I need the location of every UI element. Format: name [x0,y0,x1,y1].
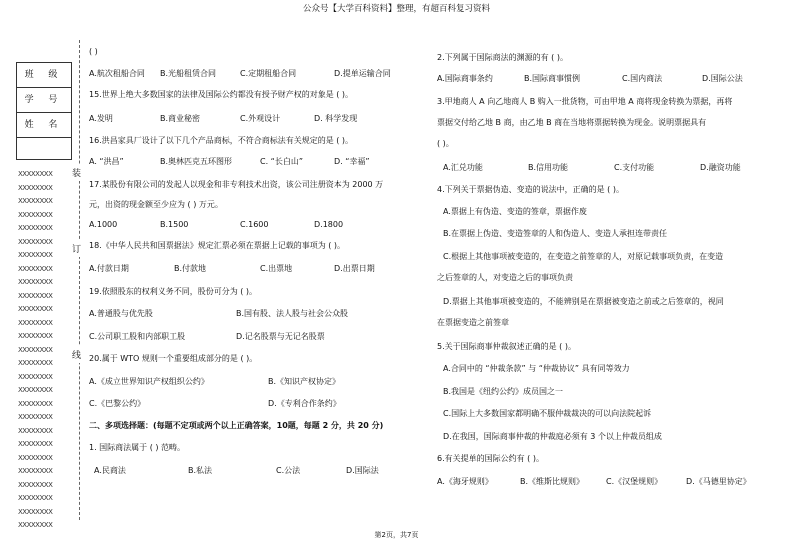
x-filler-row: XXXXXXXX [18,197,53,205]
x-filler-row: XXXXXXXX [18,224,53,232]
option-b: B.信用功能 [528,163,569,172]
x-filler-row: XXXXXXXX [18,264,53,273]
question-20: 20.属于 WTO 规则一个重要组成部分的是 ( )。 [89,354,258,363]
option-c: C.国内商法 [622,74,663,83]
question-15: 15.世界上绝大多数国家的法律及国际公约都没有授予财产权的对象是 ( )。 [89,90,354,99]
option-a: A.付款日期 [89,264,129,273]
paren-top: ( ) [89,47,98,56]
option-c: C.公司职工股和内部职工股 [89,332,186,341]
option-c: C.《巴黎公约》 [89,399,146,408]
option-d: D.《专利合作条约》 [268,399,341,408]
option-d: D.国际法 [346,466,379,475]
x-filler-row: XXXXXXXX [18,480,53,489]
x-filler-row: XXXXXXXX [18,399,53,408]
question-3-line3: ( )。 [437,139,454,148]
x-filler-row: XXXXXXXX [18,372,53,381]
option-c: C.国际上大多数国家都明确不服仲裁裁决的可以向法院起诉 [443,409,652,418]
option-a: A.民商法 [94,466,126,475]
question-18: 18.《中华人民共和国票据法》规定汇票必须在票据上记载的事项为 ( )。 [89,241,346,250]
x-filler-row: XXXXXXXX [18,521,53,529]
x-filler-column [18,168,72,533]
option-a: A.票据上有伪造、变造的签章，票据作废 [443,207,587,216]
option-d: D.在我国，国际商事仲裁的仲裁庭必须有 3 个以上仲裁员组成 [443,432,662,441]
question-4: 4.下列关于票据伪造、变造的说法中，正确的是 ( )。 [437,185,624,194]
class-label: 班 级 [17,63,71,88]
option-b: B.在票据上伪造、变造签章的人和伪造人、变造人承担连带责任 [443,229,668,238]
option-b: B.商业秘密 [160,114,201,123]
x-filler-row: XXXXXXXX [18,386,53,394]
option-d: D.国际公法 [702,74,743,83]
question-17-line1: 17.某股份有限公司的发起人以现金和非专利技术出资，该公司注册资本为 2000 万 [89,180,384,189]
option-b: B.付款地 [174,264,207,273]
question-2: 2.下列属于国际商法的渊源的有 ( )。 [437,53,568,62]
binding-char-zhuang: 装 [72,164,81,181]
x-filler-row: XXXXXXXX [18,305,53,313]
option-b: B.国有股、法人股与社会公众股 [236,309,349,318]
option-c-line1: C.根据上其他事项被变造的，在变造之前签章的人，对原记载事项负责，在变造 [443,252,724,261]
x-filler-row: XXXXXXXX [18,318,53,327]
option-c-line2: 之后签章的人，对变造之后的事项负责 [437,273,573,282]
multi-question-1: 1. 国际商法属于 ( ) 范畴。 [89,443,186,452]
x-filler-row: XXXXXXXX [18,278,53,286]
option-a: A.国际商事条约 [437,74,493,83]
question-19: 19.依照股东的权利义务不同，股份可分为 ( )。 [89,287,258,296]
x-filler-row: XXXXXXXX [18,359,53,367]
option-a: A.普通股与优先股 [89,309,153,318]
option-a: A.航次租船合同 [89,69,145,78]
x-filler-row: XXXXXXXX [18,507,53,516]
option-d: D.1800 [314,220,344,229]
x-filler-row: XXXXXXXX [18,210,53,219]
x-filler-row: XXXXXXXX [18,237,53,246]
option-b: B.《知识产权协定》 [268,377,341,386]
option-b: B.私法 [188,466,213,475]
question-5: 5.关于国际商事仲裁叙述正确的是 ( )。 [437,342,576,351]
binding-line [73,40,85,520]
option-b: B.奥林匹克五环图形 [160,157,233,166]
x-filler-row: XXXXXXXX [18,332,53,340]
option-c: C.1600 [240,220,269,229]
option-a: A.《成立世界知识产权组织公约》 [89,377,209,386]
page-header: 公众号【大学百科资料】整理，有超百科复习资料 [302,4,490,14]
question-6: 6.有关提单的国际公约有 ( )。 [437,454,544,463]
option-d: D.融资功能 [700,163,741,172]
option-b: B.《维斯比规则》 [520,477,585,486]
option-a: A.合同中的 “仲裁条款” 与 “仲裁协议” 具有同等效力 [443,364,630,373]
option-a: A.发明 [89,114,113,123]
option-d: D.出票日期 [334,264,375,273]
option-a: A.1000 [89,220,118,229]
name-label: 姓 名 [17,113,71,138]
option-b: B.光船租赁合同 [160,69,217,78]
binding-char-xian: 线 [72,346,81,363]
option-b: B.国际商事惯例 [524,74,581,83]
x-filler-row: XXXXXXXX [18,467,53,475]
x-filler-row: XXXXXXXX [18,170,53,178]
section-2-heading: 二、多项选择题：(每题不定项或两个以上正确答案，10题，每题 2 分，共 20 分) [89,421,384,430]
option-d: D. 科学发现 [314,114,358,123]
student-info-box [16,62,72,160]
option-c: C.外观设计 [240,114,281,123]
x-filler-row: XXXXXXXX [18,345,53,354]
x-filler-row: XXXXXXXX [18,251,53,259]
option-a: A.汇兑功能 [443,163,483,172]
student-id-label: 学 号 [17,88,71,113]
option-d: D.记名股票与无记名股票 [236,332,325,341]
option-c: C.《汉堡规则》 [606,477,663,486]
option-d: D.提单运输合同 [334,69,391,78]
x-filler-row: XXXXXXXX [18,426,53,435]
info-blank-cell [17,138,71,162]
option-a: A. “洪昌” [89,157,124,166]
option-d-line1: D.票据上其他事项被变造的，不能辨别是在票据被变造之前或之后签章的，视同 [443,297,724,306]
option-b: B.1500 [160,220,189,229]
binding-char-ding: 订 [72,240,81,257]
page-footer: 第2页，共7页 [374,531,419,539]
question-3-line2: 票据交付给乙地 B 商，由乙地 B 商在当地将票据转换为现金。说明票据具有 [437,118,707,127]
option-c: C. “长白山” [260,157,303,166]
option-c: C.支付功能 [614,163,655,172]
x-filler-row: XXXXXXXX [18,453,53,462]
x-filler-row: XXXXXXXX [18,413,53,421]
option-d-line2: 在票据变造之前签章 [437,318,509,327]
x-filler-row: XXXXXXXX [18,183,53,192]
question-16: 16.洪昌家具厂设计了以下几个产品商标，不符合商标法有关规定的是 ( )。 [89,136,354,145]
x-filler-row: XXXXXXXX [18,494,53,502]
option-c: C.出票地 [260,264,293,273]
question-3-line1: 3.甲地商人 A 向乙地商人 B 购入一批货物，可由甲地 A 商将现金转换为票据，再将 [437,97,733,106]
option-b: B.我国是《纽约公约》成员国之一 [443,387,564,396]
option-a: A.《海牙规则》 [437,477,493,486]
option-c: C.定期租船合同 [240,69,297,78]
option-d: D.《马德里协定》 [686,477,751,486]
option-c: C.公法 [276,466,301,475]
x-filler-row: XXXXXXXX [18,440,53,448]
question-17-line2: 元，出资的现金额至少应为 ( ) 万元。 [89,200,223,209]
option-d: D. “幸福” [334,157,370,166]
x-filler-row: XXXXXXXX [18,291,53,300]
